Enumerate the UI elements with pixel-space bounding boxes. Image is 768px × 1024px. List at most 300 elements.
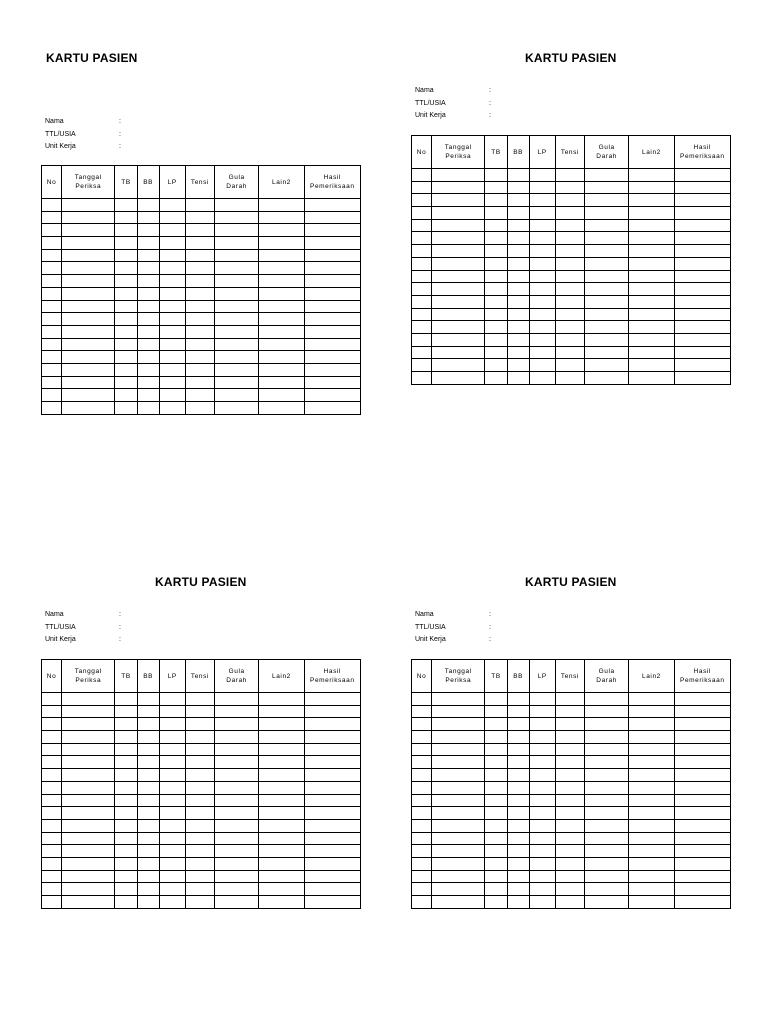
table-cell xyxy=(585,232,629,245)
table-cell xyxy=(529,743,555,756)
table-cell xyxy=(412,295,432,308)
table-cell xyxy=(529,756,555,769)
field-colon: : xyxy=(489,99,491,107)
table-cell xyxy=(674,870,730,883)
col-tb-header xyxy=(485,136,507,169)
card-title: KARTU PASIEN xyxy=(525,51,617,65)
table-cell xyxy=(529,372,555,385)
table-cell xyxy=(215,832,259,845)
table-cell xyxy=(42,718,62,731)
table-cell xyxy=(629,219,674,232)
table-cell xyxy=(42,870,62,883)
patient-info xyxy=(415,609,499,647)
table-cell xyxy=(62,249,115,262)
table-cell xyxy=(304,211,360,224)
table-cell xyxy=(412,232,432,245)
table-row xyxy=(42,743,361,756)
table-cell xyxy=(529,359,555,372)
table-cell xyxy=(115,287,137,300)
table-cell xyxy=(674,232,730,245)
table-cell xyxy=(629,257,674,270)
table-cell xyxy=(555,896,584,909)
column-header-label: TB xyxy=(121,672,131,680)
table-cell xyxy=(115,262,137,275)
table-cell xyxy=(259,262,304,275)
table-cell xyxy=(555,321,584,334)
table-cell xyxy=(304,363,360,376)
table-row xyxy=(42,338,361,351)
table-cell xyxy=(115,845,137,858)
table-cell xyxy=(159,896,185,909)
table-cell xyxy=(259,883,304,896)
table-cell xyxy=(674,321,730,334)
column-header-label: Gula Darah xyxy=(596,144,618,160)
table-row xyxy=(412,832,731,845)
table-cell xyxy=(629,807,674,820)
column-header-label: Tensi xyxy=(560,672,580,680)
table-cell xyxy=(62,756,115,769)
table-cell xyxy=(62,338,115,351)
table-cell xyxy=(507,718,529,731)
table-cell xyxy=(432,181,485,194)
table-cell xyxy=(42,756,62,769)
table-cell xyxy=(485,756,507,769)
table-cell xyxy=(674,756,730,769)
table-cell xyxy=(412,169,432,182)
table-cell xyxy=(485,781,507,794)
table-cell xyxy=(412,207,432,220)
table-cell xyxy=(304,769,360,782)
table-cell xyxy=(674,896,730,909)
table-cell xyxy=(507,693,529,706)
table-cell xyxy=(629,718,674,731)
table-cell xyxy=(529,346,555,359)
table-cell xyxy=(115,756,137,769)
table-cell xyxy=(529,295,555,308)
table-row xyxy=(412,693,731,706)
table-cell xyxy=(485,731,507,744)
table-cell xyxy=(159,262,185,275)
table-cell xyxy=(185,376,214,389)
table-cell xyxy=(115,224,137,237)
table-cell xyxy=(432,232,485,245)
table-cell xyxy=(412,870,432,883)
table-cell xyxy=(159,249,185,262)
table-cell xyxy=(185,338,214,351)
table-cell xyxy=(304,275,360,288)
table-cell xyxy=(585,870,629,883)
table-row xyxy=(42,376,361,389)
column-header-label: Hasil Pemeriksaan xyxy=(680,668,725,684)
table-cell xyxy=(42,819,62,832)
table-cell xyxy=(115,402,137,415)
table-cell xyxy=(62,224,115,237)
table-cell xyxy=(529,857,555,870)
table-cell xyxy=(215,731,259,744)
table-row xyxy=(42,883,361,896)
table-cell xyxy=(62,351,115,364)
table-cell xyxy=(215,351,259,364)
table-cell xyxy=(42,857,62,870)
table-cell xyxy=(259,275,304,288)
table-cell xyxy=(585,819,629,832)
table-cell xyxy=(432,883,485,896)
table-cell xyxy=(432,283,485,296)
table-cell xyxy=(485,257,507,270)
table-cell xyxy=(555,832,584,845)
table-cell xyxy=(159,781,185,794)
table-cell xyxy=(412,832,432,845)
table-cell xyxy=(412,257,432,270)
table-cell xyxy=(507,257,529,270)
column-header-label: Lain2 xyxy=(641,672,661,680)
table-row xyxy=(42,857,361,870)
table-row xyxy=(412,718,731,731)
info-row-ttl-usia xyxy=(45,129,129,142)
table-cell xyxy=(42,705,62,718)
table-cell xyxy=(304,883,360,896)
table-cell xyxy=(215,870,259,883)
table-cell xyxy=(507,232,529,245)
table-cell xyxy=(529,232,555,245)
table-cell xyxy=(432,896,485,909)
table-cell xyxy=(62,376,115,389)
table-cell xyxy=(215,224,259,237)
table-cell xyxy=(42,845,62,858)
col-lp-header xyxy=(159,660,185,693)
table-cell xyxy=(629,705,674,718)
table-cell xyxy=(412,333,432,346)
table-row xyxy=(412,295,731,308)
table-cell xyxy=(585,169,629,182)
table-cell xyxy=(259,325,304,338)
table-cell xyxy=(185,402,214,415)
column-header-label: LP xyxy=(167,178,177,186)
table-cell xyxy=(507,896,529,909)
column-header-label: Hasil Pemeriksaan xyxy=(310,668,355,684)
table-cell xyxy=(674,819,730,832)
table-cell xyxy=(137,756,159,769)
patient-info xyxy=(45,116,129,154)
field-label: Unit Kerja xyxy=(415,636,446,643)
table-cell xyxy=(674,181,730,194)
table-cell xyxy=(529,321,555,334)
col-tanggal-periksa-header xyxy=(432,136,485,169)
field-colon: : xyxy=(119,143,121,150)
table-cell xyxy=(485,896,507,909)
table-cell xyxy=(259,857,304,870)
table-cell xyxy=(529,896,555,909)
table-cell xyxy=(304,351,360,364)
table-row xyxy=(42,794,361,807)
column-header-label: LP xyxy=(167,672,177,680)
table-cell xyxy=(555,807,584,820)
table-cell xyxy=(629,169,674,182)
table-cell xyxy=(62,211,115,224)
table-cell xyxy=(115,313,137,326)
info-row-unit-kerja xyxy=(415,110,499,123)
table-cell xyxy=(432,245,485,258)
info-row-ttl-usia xyxy=(415,622,499,635)
table-cell xyxy=(674,769,730,782)
field-colon: : xyxy=(119,130,121,138)
table-cell xyxy=(215,199,259,212)
table-cell xyxy=(412,346,432,359)
table-cell xyxy=(674,169,730,182)
table-cell xyxy=(412,181,432,194)
table-cell xyxy=(259,832,304,845)
table-row xyxy=(412,705,731,718)
table-cell xyxy=(185,794,214,807)
column-header-label: Lain2 xyxy=(271,178,291,186)
table-header-row xyxy=(42,166,361,199)
table-cell xyxy=(159,731,185,744)
table-cell xyxy=(42,832,62,845)
table-row xyxy=(42,769,361,782)
table-cell xyxy=(259,705,304,718)
field-label: Unit Kerja xyxy=(45,636,76,643)
table-cell xyxy=(555,308,584,321)
table-cell xyxy=(304,224,360,237)
table-row xyxy=(412,756,731,769)
table-row xyxy=(412,807,731,820)
table-cell xyxy=(185,300,214,313)
table-cell xyxy=(42,896,62,909)
table-cell xyxy=(585,270,629,283)
table-cell xyxy=(485,819,507,832)
table-cell xyxy=(485,232,507,245)
table-cell xyxy=(185,718,214,731)
table-cell xyxy=(585,245,629,258)
table-cell xyxy=(115,718,137,731)
table-cell xyxy=(115,832,137,845)
table-cell xyxy=(555,346,584,359)
table-cell xyxy=(585,743,629,756)
table-cell xyxy=(259,287,304,300)
table-cell xyxy=(412,693,432,706)
table-cell xyxy=(412,781,432,794)
table-cell xyxy=(432,705,485,718)
card-title: KARTU PASIEN xyxy=(46,51,138,65)
table-cell xyxy=(529,245,555,258)
table-cell xyxy=(555,169,584,182)
table-cell xyxy=(304,756,360,769)
table-cell xyxy=(304,237,360,250)
column-header-label: BB xyxy=(143,178,154,186)
table-cell xyxy=(507,807,529,820)
table-cell xyxy=(412,359,432,372)
table-cell xyxy=(42,389,62,402)
table-cell xyxy=(485,845,507,858)
table-cell xyxy=(432,219,485,232)
table-cell xyxy=(42,275,62,288)
table-cell xyxy=(674,781,730,794)
table-cell xyxy=(629,731,674,744)
table-cell xyxy=(215,794,259,807)
table-cell xyxy=(185,275,214,288)
table-cell xyxy=(115,389,137,402)
table-cell xyxy=(555,883,584,896)
table-cell xyxy=(137,262,159,275)
table-row xyxy=(412,321,731,334)
table-row xyxy=(412,283,731,296)
table-cell xyxy=(159,845,185,858)
table-cell xyxy=(585,731,629,744)
table-cell xyxy=(159,832,185,845)
table-cell xyxy=(137,743,159,756)
table-cell xyxy=(412,819,432,832)
table-cell xyxy=(485,693,507,706)
table-cell xyxy=(555,731,584,744)
table-row xyxy=(42,363,361,376)
table-cell xyxy=(215,300,259,313)
table-cell xyxy=(529,870,555,883)
table-cell xyxy=(412,883,432,896)
table-cell xyxy=(412,705,432,718)
info-row-nama xyxy=(45,116,129,129)
table-cell xyxy=(674,207,730,220)
table-cell xyxy=(137,389,159,402)
table-cell xyxy=(115,693,137,706)
table-cell xyxy=(259,338,304,351)
table-cell xyxy=(555,756,584,769)
table-cell xyxy=(62,262,115,275)
table-cell xyxy=(432,372,485,385)
table-row xyxy=(412,819,731,832)
table-cell xyxy=(185,313,214,326)
table-header-row xyxy=(412,136,731,169)
table-cell xyxy=(485,270,507,283)
field-colon: : xyxy=(489,623,491,631)
table-cell xyxy=(507,769,529,782)
table-cell xyxy=(115,896,137,909)
table-cell xyxy=(585,333,629,346)
table-cell xyxy=(555,845,584,858)
field-colon: : xyxy=(489,112,491,119)
table-cell xyxy=(62,807,115,820)
table-cell xyxy=(137,769,159,782)
table-cell xyxy=(304,287,360,300)
table-cell xyxy=(304,794,360,807)
table-cell xyxy=(585,283,629,296)
table-row xyxy=(412,896,731,909)
table-cell xyxy=(185,870,214,883)
table-cell xyxy=(42,224,62,237)
field-label: TTL/USIA xyxy=(415,99,446,107)
column-header-label: Gula Darah xyxy=(226,174,248,190)
table-cell xyxy=(555,295,584,308)
table-cell xyxy=(42,249,62,262)
table-row xyxy=(42,287,361,300)
table-cell xyxy=(259,300,304,313)
table-cell xyxy=(485,346,507,359)
table-cell xyxy=(629,245,674,258)
col-tensi-header xyxy=(555,136,584,169)
table-cell xyxy=(137,896,159,909)
examination-table xyxy=(411,659,731,909)
table-row xyxy=(412,731,731,744)
table-row xyxy=(42,781,361,794)
table-row xyxy=(42,313,361,326)
table-cell xyxy=(585,257,629,270)
table-row xyxy=(42,224,361,237)
table-cell xyxy=(674,372,730,385)
table-header-row xyxy=(412,660,731,693)
col-tb-header xyxy=(485,660,507,693)
table-cell xyxy=(585,845,629,858)
column-header-label: LP xyxy=(537,672,547,680)
table-cell xyxy=(507,883,529,896)
table-row xyxy=(42,896,361,909)
table-cell xyxy=(215,275,259,288)
table-cell xyxy=(304,262,360,275)
table-cell xyxy=(507,194,529,207)
table-cell xyxy=(412,857,432,870)
table-cell xyxy=(259,313,304,326)
table-cell xyxy=(215,819,259,832)
table-cell xyxy=(185,287,214,300)
table-cell xyxy=(585,194,629,207)
table-cell xyxy=(507,270,529,283)
table-cell xyxy=(159,883,185,896)
col-tensi-header xyxy=(185,660,214,693)
col-lp-header xyxy=(529,660,555,693)
table-cell xyxy=(629,845,674,858)
table-cell xyxy=(185,769,214,782)
table-cell xyxy=(42,313,62,326)
field-colon: : xyxy=(119,611,121,618)
table-cell xyxy=(185,363,214,376)
table-cell xyxy=(432,346,485,359)
table-cell xyxy=(159,743,185,756)
table-cell xyxy=(529,257,555,270)
table-row xyxy=(412,308,731,321)
table-cell xyxy=(629,207,674,220)
table-cell xyxy=(304,693,360,706)
col-no-header xyxy=(42,660,62,693)
table-cell xyxy=(259,351,304,364)
col-lp-header xyxy=(529,136,555,169)
table-cell xyxy=(115,807,137,820)
col-bb-header xyxy=(137,660,159,693)
table-row xyxy=(42,693,361,706)
table-cell xyxy=(259,743,304,756)
table-cell xyxy=(412,718,432,731)
table-cell xyxy=(432,321,485,334)
table-cell xyxy=(529,333,555,346)
table-cell xyxy=(215,262,259,275)
table-cell xyxy=(485,308,507,321)
table-cell xyxy=(485,870,507,883)
table-cell xyxy=(42,338,62,351)
table-cell xyxy=(159,807,185,820)
table-cell xyxy=(529,718,555,731)
table-cell xyxy=(42,376,62,389)
table-cell xyxy=(555,693,584,706)
col-bb-header xyxy=(137,166,159,199)
table-row xyxy=(42,832,361,845)
table-cell xyxy=(432,769,485,782)
table-cell xyxy=(42,807,62,820)
table-cell xyxy=(629,896,674,909)
info-row-unit-kerja xyxy=(45,141,129,154)
table-cell xyxy=(585,321,629,334)
table-cell xyxy=(215,743,259,756)
table-cell xyxy=(432,295,485,308)
table-cell xyxy=(62,313,115,326)
table-cell xyxy=(137,275,159,288)
table-cell xyxy=(215,249,259,262)
